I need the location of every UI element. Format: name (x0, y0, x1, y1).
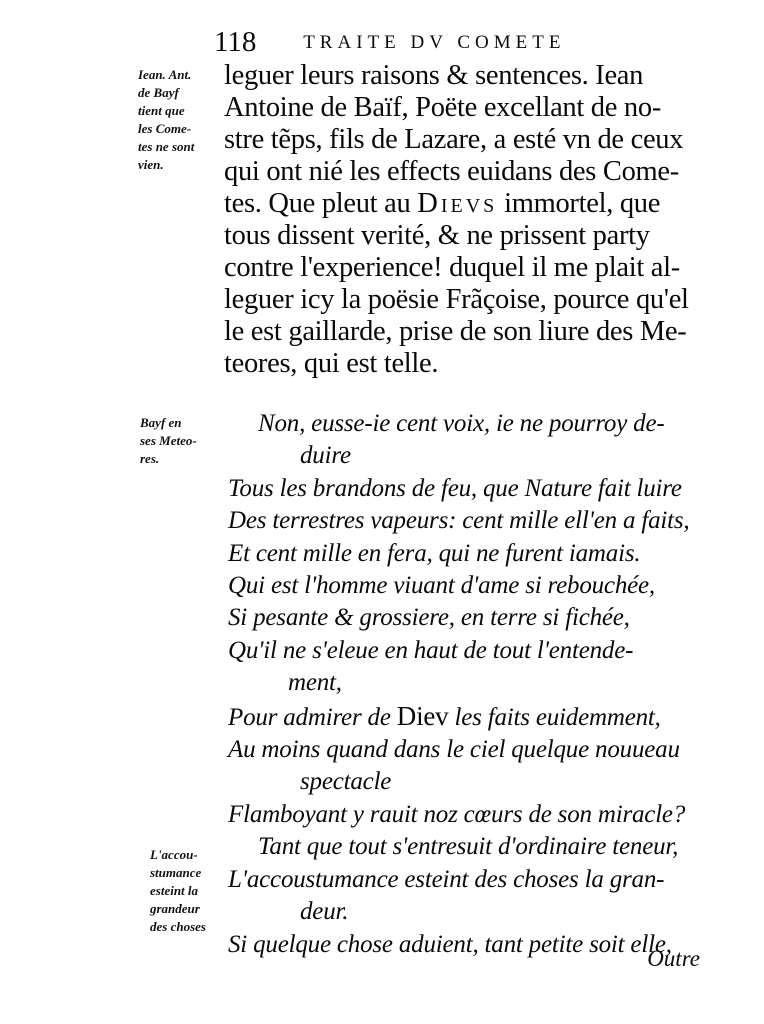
prose-paragraph (224, 60, 704, 380)
verse-line: Des terrestres vapeurs: cent mille ell'en a faits, (228, 507, 690, 535)
dieu-small-caps: Dievs (417, 188, 498, 219)
prose-text: tes. Que pleut au (224, 188, 418, 219)
prose-line (224, 188, 704, 220)
catchword: Outre (647, 946, 700, 971)
verse-line: L'accoustumance esteint des choses la gran- (228, 865, 665, 893)
verse-text: Pour admirer de (228, 703, 397, 731)
verse-line: Non, eusse-ie cent voix, ie ne pourroy de- (258, 410, 665, 437)
prose-line: le est gaillarde, prise de son liure des Me- (224, 316, 687, 347)
prose-line: teores, qui est telle. (224, 348, 439, 379)
verse-text: les faits euidemment, (448, 703, 661, 731)
prose-line: stre tẽps, fils de Lazare, a esté vn de ceux (224, 124, 684, 155)
verse-line: Qu'il ne s'eleue en haut de tout l'entende- (228, 636, 634, 664)
prose-line: leguer leurs raisons & sentences. Iean (224, 60, 644, 91)
verse-line: Flamboyant y rauit noz cœurs de son miracle? (228, 800, 686, 828)
margin-note-baif-meteores: Bayf en ses Meteo- res. (140, 415, 197, 466)
prose-line: qui ont nié les effects euidans des Come- (224, 156, 679, 187)
running-title: TRAITE DV COMETE (303, 32, 566, 53)
page-header (214, 26, 565, 58)
verse-line: Si quelque chose aduient, tant petite soit elle, (228, 930, 672, 958)
prose-text: immortel, que (497, 188, 661, 219)
prose-line: Antoine de Baïf, Poëte excellant de no- (224, 92, 662, 123)
dieu-roman: Diev (396, 700, 449, 731)
verse-line (228, 700, 708, 734)
prose-line: tous dissent verité, & ne prissent party (224, 220, 650, 251)
verse-line: duire (300, 442, 351, 470)
prose-line: contre l'experience! duquel il me plait al- (224, 252, 680, 283)
verse-line: Tous les brandons de feu, que Nature fait luire (228, 474, 682, 502)
verse-line: Si pesante & grossiere, en terre si fichée, (228, 604, 630, 632)
verse-line: Et cent mille en fera, qui ne furent iamais. (228, 539, 641, 567)
verse-line: spectacle (300, 768, 392, 796)
verse-line: Qui est l'homme viuant d'ame si rebouchée, (228, 572, 655, 600)
page-number: 118 (214, 26, 257, 58)
verse-line: ment, (288, 669, 342, 697)
margin-note-accoustumance: L'accou- stumance esteint la grandeur des choses (150, 847, 206, 934)
verse-line: Au moins quand dans le ciel quelque nouueau (228, 736, 680, 764)
verse-line: deur. (300, 898, 349, 926)
margin-note-baif-denial: Iean. Ant. de Bayf tient que les Come- tes ne sont vien. (138, 67, 195, 172)
verse-line: Tant que tout s'entresuit d'ordinaire teneur, (258, 833, 679, 861)
verse-quotation (228, 408, 708, 961)
prose-line: leguer icy la poësie Frãçoise, pource qu'el (224, 284, 689, 315)
